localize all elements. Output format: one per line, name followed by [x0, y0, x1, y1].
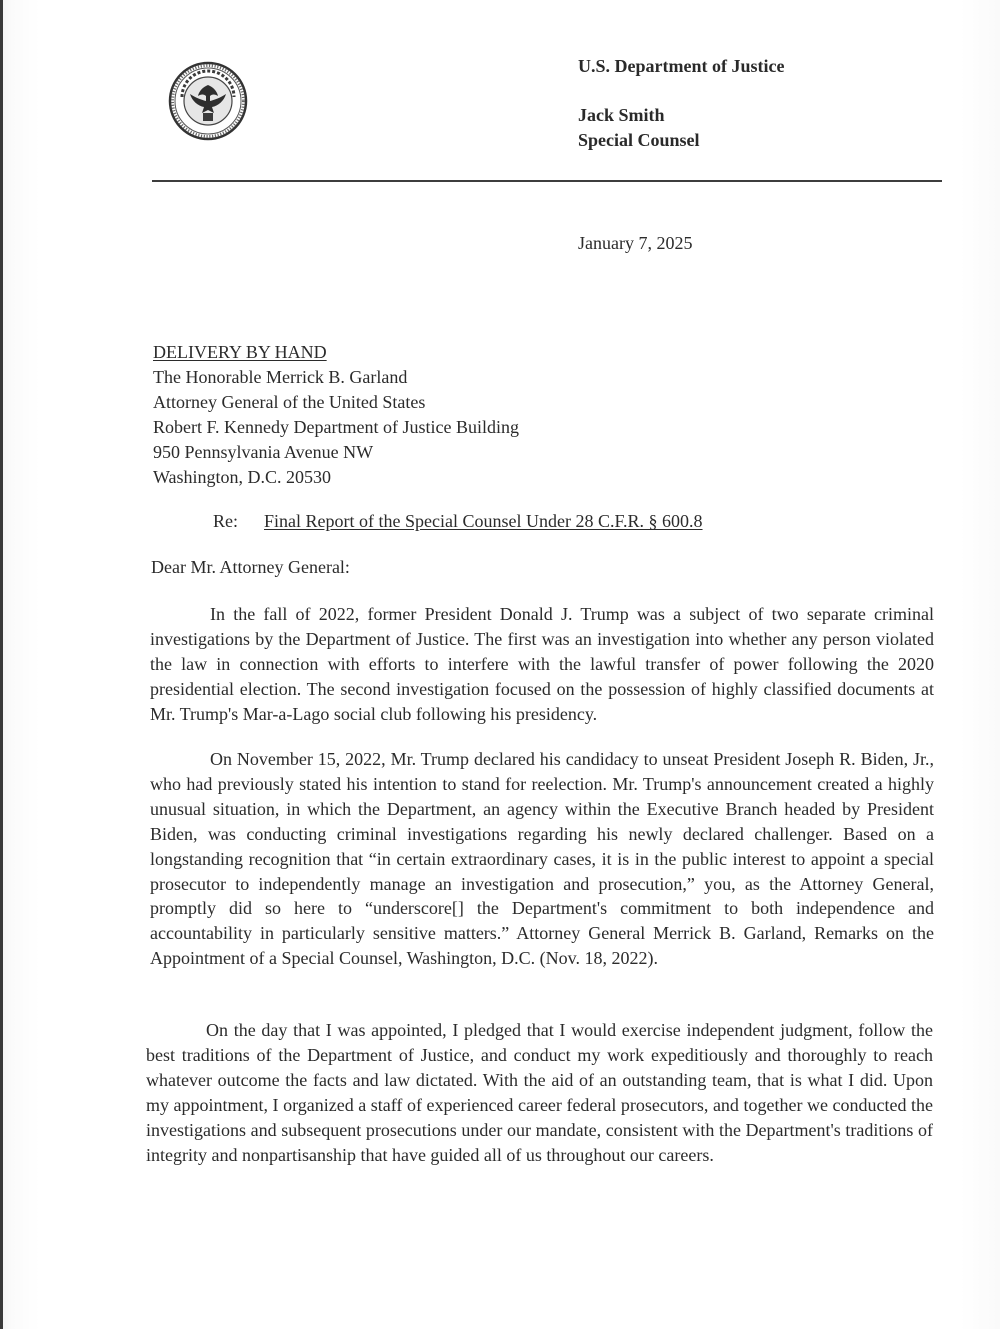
body-paragraph: In the fall of 2022, former President Donald J. Trump was a subject of two separate criminal investigations by the Department of Justice. The first was an investigation into whether any person violated the law in connection with efforts to interfere with the lawful transfer of power following the 2020 presidential election. The second investigation focused on the possession of highly classified documents at Mr. Trump's Mar-a-Lago social club following his presidency. [150, 604, 934, 724]
sender-name: Jack Smith [578, 105, 665, 125]
delivery-method: DELIVERY BY HAND [153, 342, 327, 362]
subject-line [213, 511, 703, 532]
letterhead [578, 54, 784, 153]
address-line: Robert F. Kennedy Department of Justice Building [153, 417, 519, 437]
sender-title: Special Counsel [578, 130, 700, 150]
doj-seal-icon [168, 61, 248, 141]
salutation: Dear Mr. Attorney General: [151, 557, 350, 577]
department-name: U.S. Department of Justice [578, 56, 785, 76]
letterhead-divider [152, 180, 942, 182]
address-line: Attorney General of the United States [153, 392, 426, 412]
address-line: The Honorable Merrick B. Garland [153, 367, 408, 387]
recipient-address [153, 340, 519, 490]
address-line: 950 Pennsylvania Avenue NW [153, 442, 374, 462]
body-paragraph: On November 15, 2022, Mr. Trump declared his candidacy to unseat President Joseph R. Biden, Jr., who had previously stated his intention to stand for reelection. Mr. Trump's announcement created a highly unusual situation, in which the Department, an agency within the Executive Branch headed by President Biden, was conducting criminal investigations regarding his newly declared challenger. Based on a longstanding recognition that “in certain extraordinary cases, it is in the public interest to appoint a special prosecutor to independently manage an investigation and prosecution,” you, as the Attorney General, promptly did so here to “underscore[] the Department's commitment to both independence and accountability in particularly sensitive matters.” Attorney General Merrick B. Garland, Remarks on the Appointment of a Special Counsel, Washington, D.C. (Nov. 18, 2022). [150, 749, 934, 969]
re-subject: Final Report of the Special Counsel Under 28 C.F.R. § 600.8 [264, 511, 703, 531]
re-label: Re: [213, 511, 238, 531]
address-line: Washington, D.C. 20530 [153, 467, 332, 487]
letter-date: January 7, 2025 [578, 233, 693, 253]
page-edge [0, 0, 3, 1329]
body-paragraph: On the day that I was appointed, I pledged that I would exercise independent judgment, follow the best traditions of the Department of Justice, and conduct my work expeditiously and thoroughly to reach whatever outcome the facts and law dictated. With the aid of an outstanding team, that is what I did. Upon my appointment, I organized a staff of experienced career federal prosecutors, and together we conducted the investigations and subsequent prosecutions under our mandate, consistent with the Department's traditions of integrity and nonpartisanship that have guided all of us throughout our careers. [146, 1020, 933, 1165]
